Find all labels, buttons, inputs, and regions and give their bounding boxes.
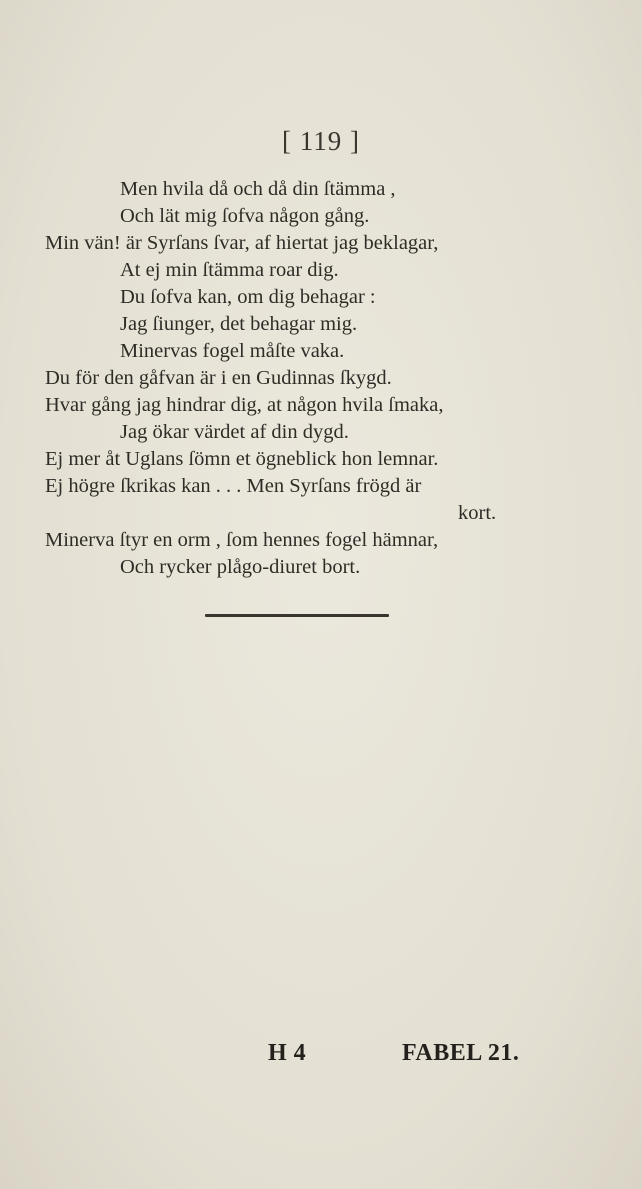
section-divider bbox=[205, 614, 389, 617]
verse-line: At ej min ſtämma roar dig. bbox=[120, 259, 339, 281]
verse-line: Jag ökar värdet af din dygd. bbox=[120, 421, 349, 443]
verse-line: Jag ſiunger, det behagar mig. bbox=[120, 313, 358, 335]
signature-mark: H 4 bbox=[268, 1040, 307, 1066]
verse-line: Och rycker plågo-diuret bort. bbox=[120, 556, 361, 578]
page-number-header: [ 119 ] bbox=[282, 126, 360, 156]
verse-line: Min vän! är Syrſans ſvar, af hiertat jag beklagar, bbox=[45, 232, 439, 254]
verse-line: Men hvila då och då din ſtämma , bbox=[120, 178, 396, 200]
verse-line: Hvar gång jag hindrar dig, at någon hvila ſmaka, bbox=[45, 394, 444, 416]
verse-line: Minerva ſtyr en orm , ſom hennes fogel hämnar, bbox=[45, 529, 439, 551]
verse-line: kort. bbox=[458, 502, 497, 524]
verse-line: Du för den gåfvan är i en Gudinnas ſkygd. bbox=[45, 367, 392, 389]
catchword: FABEL 21. bbox=[402, 1040, 520, 1066]
verse-line: Du ſofva kan, om dig behagar : bbox=[120, 286, 376, 308]
verse-line: Och lät mig ſofva någon gång. bbox=[120, 205, 370, 227]
verse-line: Ej högre ſkrikas kan . . . Men Syrſans frögd är bbox=[45, 475, 422, 497]
verse-line: Minervas fogel måſte vaka. bbox=[120, 340, 345, 362]
verse-line: Ej mer åt Uglans ſömn et ögneblick hon lemnar. bbox=[45, 448, 439, 470]
